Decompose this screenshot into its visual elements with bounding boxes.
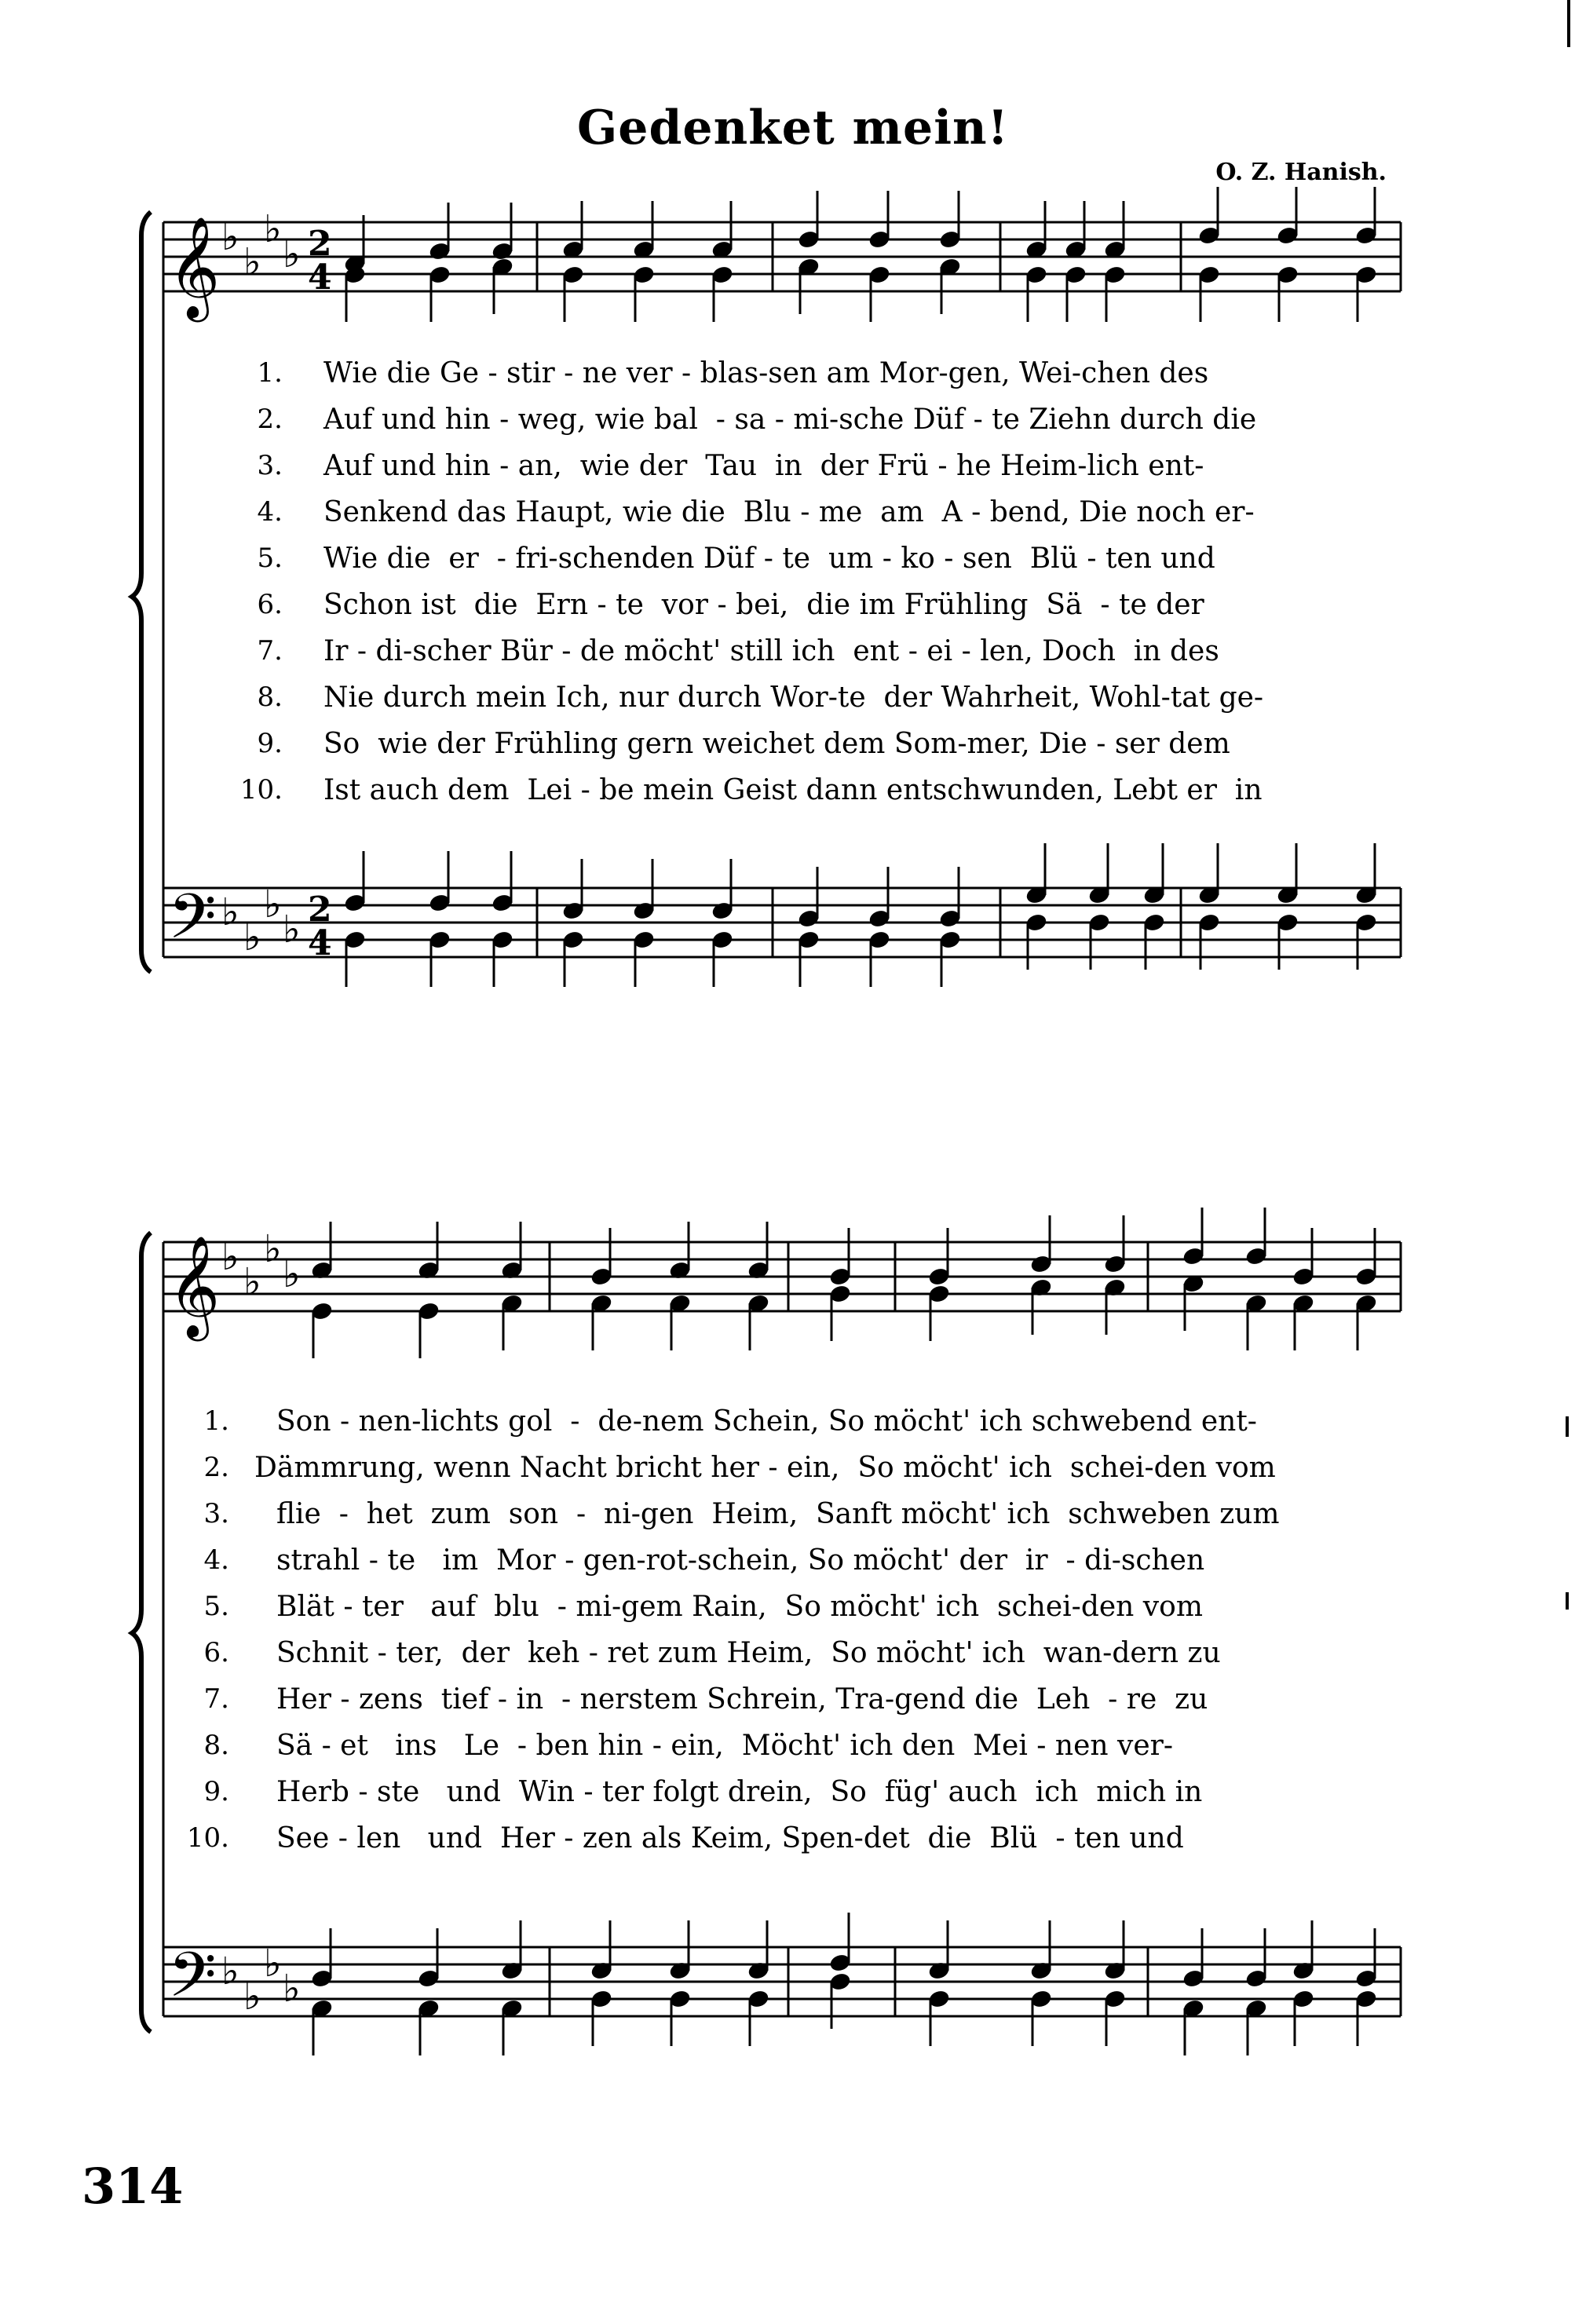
svg-text:♭: ♭	[243, 915, 261, 959]
verse-line	[0, 1776, 1586, 1820]
svg-text:♭: ♭	[283, 1967, 301, 2011]
verse-number: 1.	[203, 1405, 229, 1437]
verse-line	[0, 1405, 1586, 1449]
verse-text: Ist auch dem Lei - be mein Geist dann entschwunden, Lebt er in	[323, 774, 1263, 806]
verse-text: Sä - et ins Le - ben hin - ein, Möcht' ich den Mei - nen ver-	[276, 1730, 1174, 1762]
verse-line	[0, 681, 1586, 725]
verse-number: 9.	[257, 728, 283, 759]
verse-number: 9.	[203, 1776, 229, 1807]
verse-line	[0, 774, 1586, 818]
verse-number: 3.	[203, 1498, 229, 1529]
verse-text: Nie durch mein Ich, nur durch Wor-te der Wahrheit, Wohl-tat ge-	[323, 681, 1264, 714]
verse-text: Auf und hin - weg, wie bal - sa - mi-sche Düf - te Ziehn durch die	[323, 404, 1257, 436]
verse-number: 4.	[203, 1544, 229, 1576]
verse-line	[0, 1637, 1586, 1681]
verse-text: Dämmrung, wenn Nacht bricht her - ein, So möcht' ich schei-den vom	[254, 1452, 1276, 1484]
svg-text:♭: ♭	[221, 215, 239, 259]
verse-text: Wie die Ge - stir - ne ver - blas-sen am Mor-gen, Wei-chen des	[323, 357, 1209, 389]
svg-text:4: 4	[308, 258, 332, 298]
svg-text:♭: ♭	[264, 207, 282, 251]
verse-number: 5.	[257, 543, 283, 574]
verse-text: Ir - di-scher Bür - de möcht' still ich ent - ei - len, Doch in des	[323, 635, 1219, 667]
hymn-title: Gedenket mein!	[577, 100, 1009, 155]
svg-text:♭: ♭	[283, 232, 301, 276]
verse-number: 7.	[203, 1683, 229, 1715]
bass-clef-icon: 𝄢	[168, 880, 217, 968]
verse-text: Auf und hin - an, wie der Tau in der Frü - he Heim-lich ent-	[323, 450, 1204, 482]
scan-mark	[1566, 1592, 1569, 1610]
verse-number: 5.	[203, 1591, 229, 1622]
verse-line	[0, 404, 1586, 448]
verse-line	[0, 1591, 1586, 1635]
svg-text:♭: ♭	[283, 1252, 301, 1296]
svg-text:4: 4	[308, 923, 332, 963]
verse-text: flie - het zum son - ni-gen Heim, Sanft möcht' ich schweben zum	[276, 1498, 1280, 1530]
verse-line	[0, 589, 1586, 633]
svg-text:2: 2	[308, 224, 332, 264]
staff-treble-2	[163, 1242, 1401, 1311]
verse-text: Son - nen-lichts gol - de-nem Schein, So möcht' ich schwebend ent-	[276, 1405, 1257, 1438]
treble-clef-icon: 𝄞	[168, 1235, 221, 1337]
verse-text: So wie der Frühling gern weichet dem Som-mer, Die - ser dem	[323, 728, 1230, 760]
verse-number: 6.	[203, 1637, 229, 1668]
verse-line	[0, 357, 1586, 401]
verse-line	[0, 1544, 1586, 1588]
verse-number: 4.	[257, 496, 283, 528]
treble-clef-icon: 𝄞	[168, 216, 221, 318]
verse-line	[0, 496, 1586, 540]
verse-number: 8.	[257, 681, 283, 713]
verse-line	[0, 1730, 1586, 1774]
verse-number: 6.	[257, 589, 283, 620]
verse-text: Herb - ste und Win - ter folgt drein, So füg' auch ich mich in	[276, 1776, 1203, 1808]
svg-text:♭: ♭	[243, 240, 261, 284]
verse-line	[0, 543, 1586, 586]
verse-text: Wie die er - fri-schenden Düf - te um - ko - sen Blü - ten und	[323, 543, 1215, 575]
svg-text:♭: ♭	[221, 1949, 239, 1993]
verse-number: 8.	[203, 1730, 229, 1761]
composer-credit: O. Z. Hanish.	[1215, 159, 1387, 186]
verse-text: See - len und Her - zen als Keim, Spen-det die Blü - ten und	[276, 1822, 1184, 1854]
verse-text: Schnit - ter, der keh - ret zum Heim, So möcht' ich wan-dern zu	[276, 1637, 1221, 1669]
verse-number: 1.	[257, 357, 283, 389]
svg-text:♭: ♭	[243, 1260, 261, 1304]
verse-number: 2.	[257, 404, 283, 435]
scan-mark	[1566, 1416, 1569, 1437]
verse-line	[0, 1822, 1586, 1866]
verse-text: Her - zens tief - in - nerstem Schrein, Tra-gend die Leh - re zu	[276, 1683, 1208, 1716]
svg-text:♭: ♭	[243, 1975, 261, 2019]
verse-text: strahl - te im Mor - gen-rot-schein, So möcht' der ir - di-schen	[276, 1544, 1205, 1577]
bass-clef-icon: 𝄢	[168, 1938, 217, 2026]
staff-bass-2	[163, 1947, 1401, 2016]
svg-text:♭: ♭	[264, 1942, 282, 1986]
verse-line	[0, 635, 1586, 679]
verse-text: Blät - ter auf blu - mi-gem Rain, So möcht' ich schei-den vom	[276, 1591, 1203, 1623]
page-number: 314	[82, 2158, 184, 2215]
scan-mark	[1567, 0, 1570, 47]
verse-text: Schon ist die Ern - te vor - bei, die im Frühling Sä - te der	[323, 589, 1204, 621]
verse-number: 10.	[186, 1822, 229, 1854]
svg-text:♭: ♭	[264, 882, 282, 926]
verse-line	[0, 1498, 1586, 1542]
svg-text:♭: ♭	[221, 1235, 239, 1279]
svg-text:♭: ♭	[283, 908, 301, 952]
verse-number: 10.	[239, 774, 283, 806]
svg-text:♭: ♭	[221, 890, 239, 934]
svg-text:2: 2	[308, 890, 332, 930]
verse-number: 2.	[203, 1452, 229, 1483]
svg-text:♭: ♭	[264, 1227, 282, 1271]
verse-line	[0, 728, 1586, 772]
verse-line	[0, 1452, 1586, 1496]
verse-number: 7.	[257, 635, 283, 667]
verse-line	[0, 450, 1586, 494]
verse-number: 3.	[257, 450, 283, 481]
verse-text: Senkend das Haupt, wie die Blu - me am A - bend, Die noch er-	[323, 496, 1255, 528]
verse-line	[0, 1683, 1586, 1727]
